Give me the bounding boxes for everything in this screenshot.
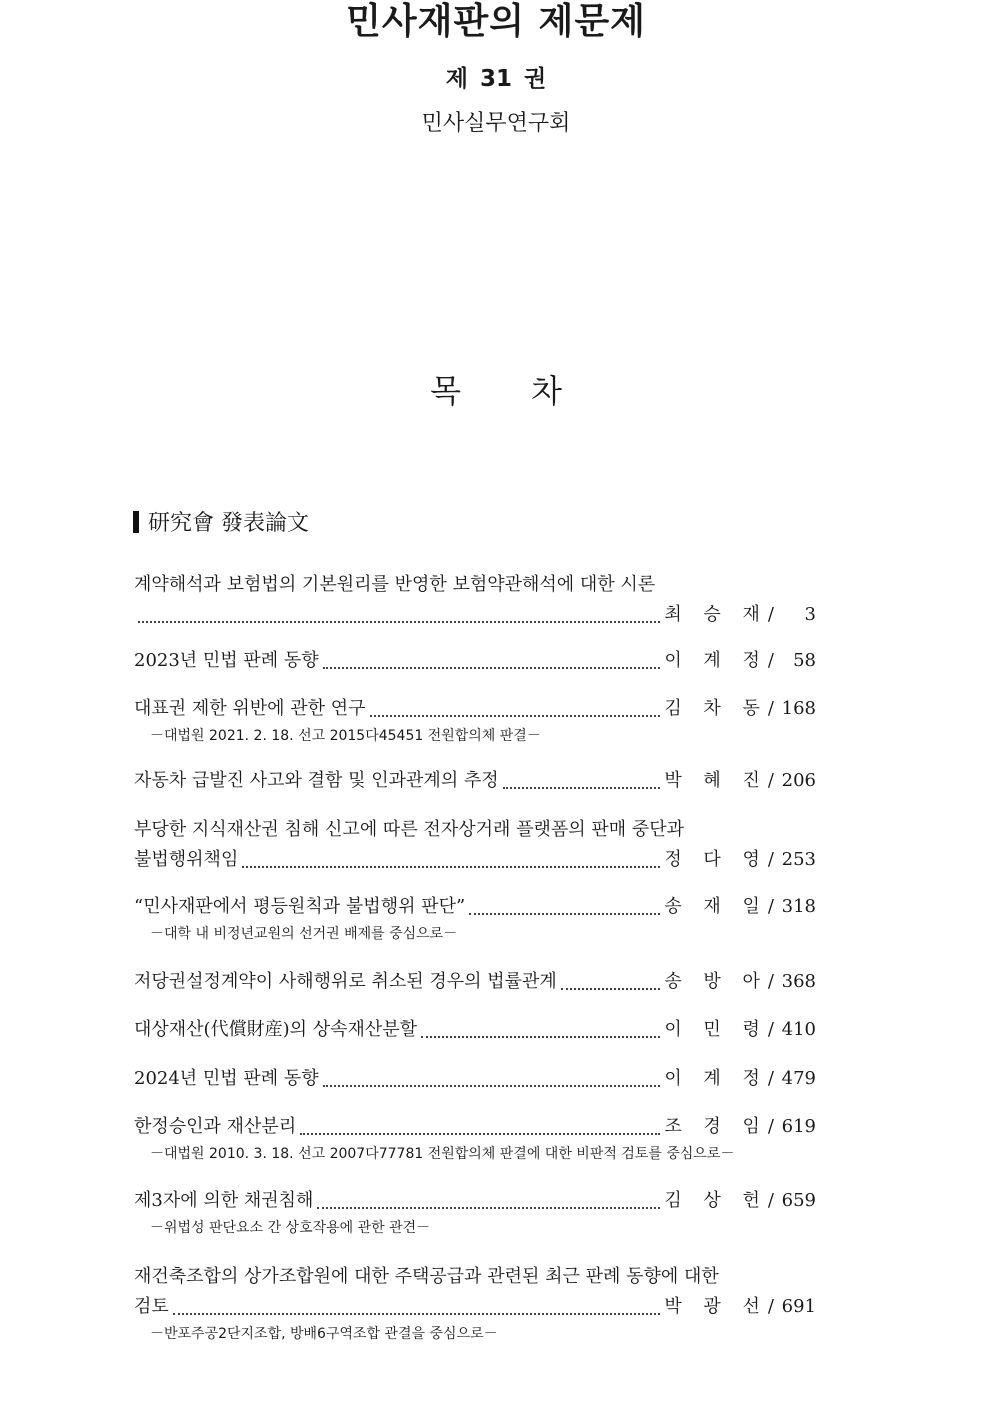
entry-author: 송 재 일 (664, 896, 768, 917)
leader-dots (503, 785, 661, 789)
toc-entry[interactable]: 재건축조합의 상가조합원에 대한 주택공급과 관련된 최근 판례 동향에 대한 검토 박 광 선 / 691 －반포주공2단지조합, 방배6구역조합 관결을 중심으로－ (134, 1262, 816, 1346)
entry-author: 김 상 헌 (664, 1190, 768, 1211)
entry-author: 최 승 재 (664, 604, 768, 625)
toc-entry[interactable]: 2023년 민법 판례 동향 이 계 정 / 58 (134, 646, 816, 676)
toc-entry[interactable]: “민사재판에서 평등원칙과 불법행위 판단” 송 재 일 / 318 －대학 내 비정년교원의 선거권 배제를 중심으로－ (134, 892, 816, 946)
entry-subtitle: －대법원 2021. 2. 18. 선고 2015다45451 전원합의체 판결－ (150, 728, 541, 744)
leader-dots (300, 1131, 660, 1135)
section-bar-icon (133, 511, 139, 533)
entry-author: 이 계 정 (664, 1068, 768, 1089)
entry-page: 691 (781, 1296, 816, 1317)
entry-title: 2024년 민법 판례 동향 (134, 1068, 319, 1089)
leader-dots (469, 911, 660, 915)
entry-title: “민사재판에서 평등원칙과 불법행위 판단” (134, 896, 466, 917)
section-title: 研究會 發表論文 (148, 511, 309, 536)
entry-page: 206 (781, 770, 816, 791)
entry-page: 253 (781, 849, 816, 870)
entry-subtitle: －반포주공2단지조합, 방배6구역조합 관결을 중심으로－ (150, 1326, 498, 1342)
entry-page: 168 (781, 698, 816, 719)
leader-dots (317, 1205, 660, 1209)
entry-subtitle: －대법원 2010. 3. 18. 선고 2007다77781 전원합의체 판결에 대한 비판적 검토를 중심으로－ (150, 1146, 735, 1162)
toc-entry[interactable]: 부당한 지식재산권 침해 신고에 따른 전자상거래 플랫폼의 판매 중단과 불법행위책임 정 다 영 / 253 (134, 815, 816, 875)
entry-author: 정 다 영 (664, 849, 768, 870)
entry-page: 659 (781, 1190, 816, 1211)
entry-title: 불법행위책임 (134, 849, 239, 870)
leader-dots (561, 986, 661, 990)
leader-dots (138, 619, 660, 623)
toc-entry[interactable]: 한정승인과 재산분리 조 경 임 / 619 －대법원 2010. 3. 18. 선고 2007다77781 전원합의체 판결에 대한 비판적 검토를 중심으로－ (134, 1112, 816, 1166)
toc-entry[interactable]: 대상재산(代償財産)의 상속재산분할 이 민 령 / 410 (134, 1015, 816, 1045)
publisher: 민사실무연구회 (421, 111, 571, 136)
section-header (133, 506, 309, 537)
entry-title-line: 계약해석과 보험법의 기본원리를 반영한 보험약관해석에 대한 시론 (134, 574, 656, 595)
leader-dots (323, 665, 661, 669)
book-title: 민사재판의 제문제 (346, 1, 646, 42)
entry-title: 검토 (134, 1296, 169, 1317)
leader-dots (323, 1083, 661, 1087)
toc-entry[interactable]: 저당권설정계약이 사해행위로 취소된 경우의 법률관계 송 방 아 / 368 (134, 967, 816, 997)
entry-author: 이 계 정 (664, 650, 768, 671)
leader-dots (370, 713, 661, 717)
toc-entry[interactable]: 제3자에 의한 채권침해 김 상 헌 / 659 －위법성 판단요소 간 상호작용에 관한 관견－ (134, 1186, 816, 1240)
entry-subtitle: －위법성 판단요소 간 상호작용에 관한 관견－ (150, 1220, 431, 1236)
toc-heading: 목차 (430, 372, 632, 410)
entry-page: 3 (804, 604, 816, 625)
entry-title-line: 부당한 지식재산권 침해 신고에 따른 전자상거래 플랫폼의 판매 중단과 (134, 819, 685, 840)
entry-page: 479 (781, 1068, 816, 1089)
entry-page: 318 (781, 896, 816, 917)
entry-title: 2023년 민법 판례 동향 (134, 650, 319, 671)
entry-title: 제3자에 의한 채권침해 (134, 1190, 314, 1211)
leader-dots (242, 864, 660, 868)
entry-title: 자동차 급발진 사고와 결함 및 인과관계의 추정 (134, 770, 499, 791)
entry-subtitle: －대학 내 비정년교원의 선거권 배제를 중심으로－ (150, 926, 458, 942)
entry-title: 대상재산(代償財産)의 상속재산분할 (134, 1019, 418, 1040)
leader-dots (421, 1034, 660, 1038)
entry-page: 58 (793, 650, 816, 671)
entry-author: 이 민 령 (664, 1019, 768, 1040)
entry-author: 송 방 아 (664, 971, 768, 992)
toc-entry[interactable] (134, 570, 816, 630)
volume-label: 제 31 권 (445, 66, 547, 92)
leader-dots (173, 1311, 661, 1315)
entry-title: 대표권 제한 위반에 관한 연구 (134, 698, 366, 719)
entry-page: 619 (781, 1116, 816, 1137)
entry-author: 김 차 동 (664, 698, 768, 719)
entry-author: 박 혜 진 (664, 770, 768, 791)
entry-leader-line: 최 승 재 / 3 (134, 600, 816, 630)
entry-title: 한정승인과 재산분리 (134, 1116, 297, 1137)
toc-entry[interactable]: 대표권 제한 위반에 관한 연구 김 차 동 / 168 －대법원 2021. 2. 18. 선고 2015다45451 전원합의체 판결－ (134, 694, 816, 748)
entry-title-line: 재건축조합의 상가조합원에 대한 주택공급과 관련된 최근 판례 동향에 대한 (134, 1266, 719, 1287)
toc-entry[interactable]: 2024년 민법 판례 동향 이 계 정 / 479 (134, 1064, 816, 1094)
entry-title: 저당권설정계약이 사해행위로 취소된 경우의 법률관계 (134, 971, 557, 992)
toc-entry[interactable]: 자동차 급발진 사고와 결함 및 인과관계의 추정 박 혜 진 / 206 (134, 766, 816, 796)
entry-page: 368 (781, 971, 816, 992)
entry-page: 410 (781, 1019, 816, 1040)
entry-author: 조 경 임 (664, 1116, 768, 1137)
entry-author: 박 광 선 (664, 1296, 768, 1317)
